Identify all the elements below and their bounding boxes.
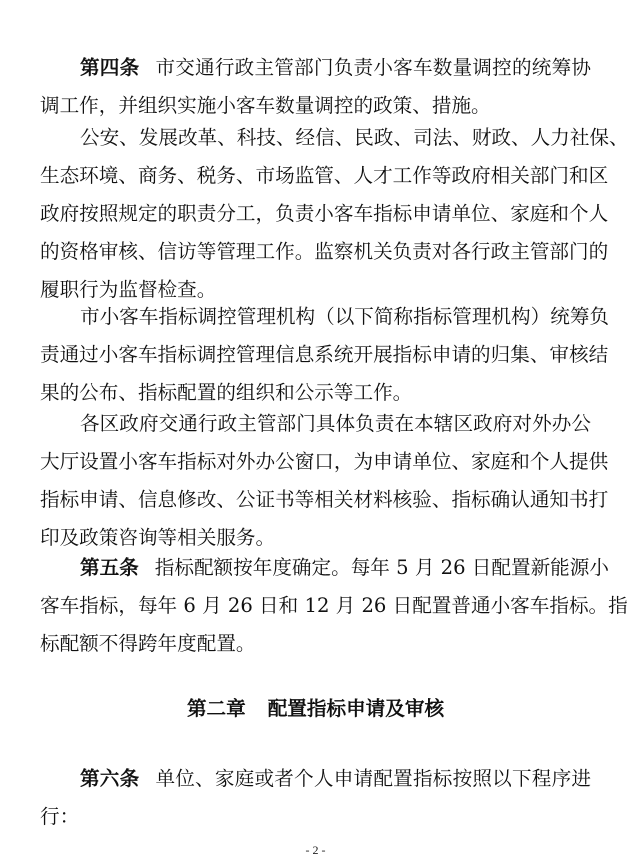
paragraph-departments-line-1: 公安、发展改革、科技、经信、民政、司法、财政、人力社保、 <box>80 126 629 149</box>
article-6-text-1: 单位、家庭或者个人申请配置指标按照以下程序进 <box>155 767 592 790</box>
paragraph-departments-line-5: 履职行为监督检查。 <box>40 278 217 301</box>
paragraph-departments-line-3: 政府按照规定的职责分工，负责小客车指标申请单位、家庭和个人 <box>40 202 609 225</box>
page-number: - 2 - <box>305 843 326 857</box>
paragraph-agency-line-1: 市小客车指标调控管理机构（以下简称指标管理机构）统筹负 <box>80 305 610 328</box>
article-4 <box>40 49 591 125</box>
article-6-line-1 <box>40 760 591 798</box>
article-4-line-2: 调工作，并组织实施小客车数量调控的政策、措施。 <box>40 94 491 117</box>
article-5-line-2: 客车指标，每年 6 月 26 日和 12 月 26 日配置普通小客车指标。指 <box>40 594 628 617</box>
article-5 <box>40 549 628 663</box>
paragraph-agency-line-3: 果的公布、指标配置的组织和公示等工作。 <box>40 381 413 404</box>
article-4-label: 第四条 <box>80 56 140 79</box>
paragraph-district-line-2: 大厅设置小客车指标对外办公窗口，为申请单位、家庭和个人提供 <box>40 450 609 473</box>
paragraph-departments <box>40 119 629 309</box>
article-5-label: 第五条 <box>80 556 139 579</box>
article-5-line-3: 标配额不得跨年度配置。 <box>40 632 256 655</box>
paragraph-agency-line-2: 责通过小客车指标调控管理信息系统开展指标申请的归集、审核结 <box>40 343 609 366</box>
article-6-line-2: 行： <box>40 805 80 828</box>
article-4-text-1: 市交通行政主管部门负责小客车数量调控的统筹协 <box>155 56 592 79</box>
paragraph-departments-line-4: 的资格审核、信访等管理工作。监察机关负责对各行政主管部门的 <box>40 240 609 263</box>
chapter-title: 配置指标申请及审核 <box>267 697 445 720</box>
article-6 <box>40 760 591 836</box>
paragraph-district <box>40 405 609 557</box>
article-4-line-1 <box>40 49 591 87</box>
paragraph-district-line-1: 各区政府交通行政主管部门具体负责在本辖区政府对外办公 <box>80 412 591 435</box>
article-5-text-1: 指标配额按年度确定。每年 5 月 26 日配置新能源小 <box>154 556 609 579</box>
article-6-label: 第六条 <box>80 767 140 790</box>
paragraph-management-agency <box>40 298 610 412</box>
article-5-line-1 <box>40 549 609 587</box>
paragraph-district-line-4: 印及政策咨询等相关服务。 <box>40 526 276 549</box>
paragraph-district-line-3: 指标申请、信息修改、公证书等相关材料核验、指标确认通知书打 <box>40 488 609 511</box>
chapter-heading <box>0 690 631 728</box>
chapter-number: 第二章 <box>186 697 246 720</box>
paragraph-departments-line-2: 生态环境、商务、税务、市场监管、人才工作等政府相关部门和区 <box>40 164 609 187</box>
